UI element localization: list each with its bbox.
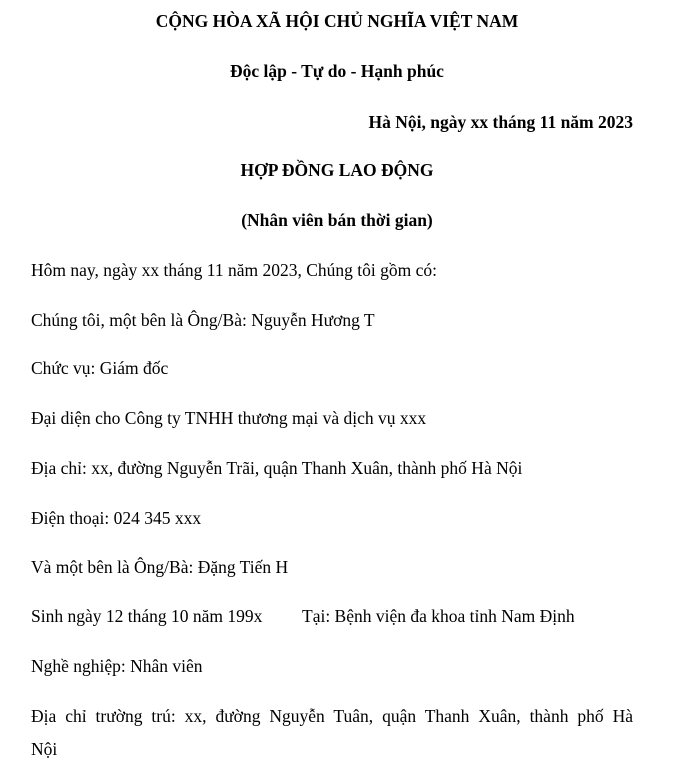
residence-line-2: Nội: [31, 739, 58, 759]
intro-line: Hôm nay, ngày xx tháng 11 năm 2023, Chúng tôi gồm có:: [31, 260, 438, 280]
position-line: Chức vụ: Giám đốc: [31, 358, 169, 378]
motto: Độc lập - Tự do - Hạnh phúc: [230, 61, 444, 81]
birth-place-line: Tại: Bệnh viện đa khoa tỉnh Nam Định: [302, 606, 575, 626]
occupation-line: Nghề nghiệp: Nhân viên: [31, 656, 203, 676]
phone-line: Điện thoại: 024 345 xxx: [31, 508, 202, 528]
contract-title: HỢP ĐỒNG LAO ĐỘNG: [240, 160, 434, 180]
residence-line-1: Địa chỉ trường trú: xx, đường Nguyễn Tuân, quận Thanh Xuân, thành phố Hà: [31, 706, 633, 726]
address-line: Địa chỉ: xx, đường Nguyễn Trãi, quận Thanh Xuân, thành phố Hà Nội: [31, 458, 523, 478]
contract-subtitle: (Nhân viên bán thời gian): [241, 210, 433, 230]
party-b-line: Và một bên là Ông/Bà: Đặng Tiến H: [31, 557, 289, 577]
party-a-line: Chúng tôi, một bên là Ông/Bà: Nguyễn Hương T: [31, 310, 375, 330]
representative-line: Đại diện cho Công ty TNHH thương mại và dịch vụ xxx: [31, 408, 427, 428]
national-title: CỘNG HÒA XÃ HỘI CHỦ NGHĨA VIỆT NAM: [155, 11, 519, 31]
birth-date-line: Sinh ngày 12 tháng 10 năm 199x: [31, 606, 263, 626]
place-date: Hà Nội, ngày xx tháng 11 năm 2023: [368, 112, 633, 132]
